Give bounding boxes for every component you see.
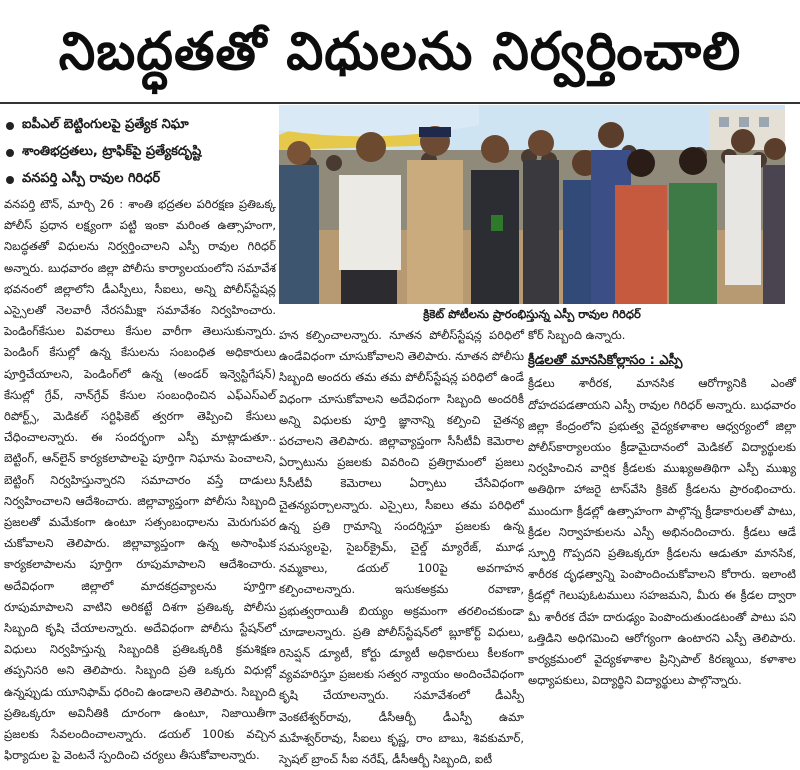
cricket-inauguration-photo: [279, 105, 785, 304]
article-body: వనపర్తి టౌన్, మార్చి 26 : శాంతి భద్రతల పరిరక్షణ ప్రతిఒక్క పోలీస్ ప్రధాన లక్ష్యంగా పట్టి ఇంకా మరింత ఉత్సాహంగా, నిబద్ధతతో విధులను నిర్వర్తించాలని ఎస్పీ రావుల గిరిధర్ అన్నారు. బుధవారం జిల్లా పోలీసు కార్యాలయంలోని సమావేశ భవనంలో జిల్లాలోని డీఎస్పీలు, సీఐలు, అన్ని పోలీస్‌స్టేషన్ల ఎస్సైలతో నెలవారీ నేరసమీక్షా సమావేశం నిర్వహించారు. పెండింగ్‌కేసుల వివరాలు కేసుల వారీగా తెలుసుకున్నారు. పెండింగ్ కేసుల్లో ఉన్న కేసులను సంబంధిత అధికారులు పూర్తిచేయాలని, పెండింగ్‌లో ఉన్న (అండర్ ఇన్వెస్టిగేషన్) కేసుల్లో గ్రేవ్, నాన్‌గ్రేవ్ కేసుల సంబంధించిన ఎఫ్ఎస్ఎల్ రిపోర్ట్స్, మెడికల్ సర్టిఫికెట్ త్వరగా తెప్పించి కేసులు చేధించాలన్నారు. ఈ సందర్భంగా ఎస్పీ మాట్లాడుతూ.. బెట్టింగ్, ఆన్‌లైన్ కార్యకలాపాలపై పూర్తిగా నిఘాను పెంచాలని, బెట్టింగ్ నిర్వహిస్తున్నారని సమాచారం వస్తే దాడులు నిర్వహించాలని ఆదేశించారు. జిల్లావ్యాప్తంగా పోలీసు సిబ్బంది ప్రజలతో మమేకంగా ఉంటూ సత్సంబంధాలను మెరుగుపర చుకోవాలని తెలిపారు. జిల్లావ్యాప్తంగా ఉన్న అసాంఘిక కార్యకలాపాలను పూర్తిగా రూపుమాపాలని ఆదేశించారు. అదేవిధంగా జిల్లాలో మాదకద్రవ్యాలను పూర్తిగా రూపుమాపాలని వాటిని అరికట్టే దిశగా ప్రతిఒక్క పోలీసు సిబ్బంది కృషి చేయాలన్నారు. అదేవిధంగా పోలీసు స్టేషన్‌లో విధులు నిర్వహిస్తున్న సిబ్బందికి ప్రతిఒక్కరికి క్రమశిక్షణ తప్పనిసరి అని తెలిపారు. సిబ్బంది ప్రతి ఒక్కరు విధుల్లో ఉన్నప్పుడు యూనిఫామ్ ధరించి ఉండాలని తెలిపారు. సిబ్బంది ప్రతిఒక్కరూ అవినీతికి దూరంగా ఉంటూ, నిజాయితీగా ప్రజలకు సేవలందించాలన్నారు. డయల్ 100కు వచ్చిన ఫిర్యాదుల పై వెంటనే స్పందించి చర్యలు తీసుకోవాలన్నారు.: [4, 197, 276, 763]
article-middle-column: [279, 325, 524, 767]
article-left-column: [4, 194, 276, 763]
sports-article-body: క్రీడలు శారీరక, మానసిక ఆరోగ్యానికి ఎంతో దోహదపడతాయని ఎస్పీ రావుల గిరిధర్ అన్నారు. బుధవారం జిల్లా కేంద్రంలోని ప్రభుత్వ వైద్యకళాశాల ఆధ్వర్యంలో జిల్లా పోలీస్‌కార్యాలయం క్రీడామైదానంలో మెడికల్ విద్యార్థులకు నిర్వహించిన వార్షిక క్రీడలకు ముఖ్యఅతిథిగా ఎస్పీ ముఖ్య అతిథిగా హాజరై టాస్‌వేసి క్రికెట్ క్రీడలను ప్రారంభించారు. ముందుగా క్రీడల్లో ఉత్సాహంగా పాల్గొన్న క్రీడాకారులతో పాటు, క్రీడల నిర్వాహకులను ఎస్పీ అభినందించారు. క్రీడలు ఆడే స్ఫూర్తి గొప్పదని ప్రతిఒక్కరూ క్రీడలను ఆడుతూ మానసిక, శారీరక దృఢత్వాన్ని పెంపొందించుకోవాలని కోరారు. ఇలాంటి క్రీడల్లో గెలుపుఓటములు సహజమని, మీరు ఈ క్రీడల ద్వారా మీ శారీరక దేహ దారుఢ్యం పెంపొందుతుండటంతో పాటు పని ఒత్తిడిని అధిగమించి ఆరోగ్యంగా ఉంటారని ఎస్పీ తెలిపారు. కార్యక్రమంలో వైద్యకళాశాల ప్రిన్సిపాల్ కిరణ్మయి, కళాశాల అధ్యాపకులు, విద్యార్థిని విద్యార్థులు పాల్గొన్నారు.: [528, 376, 796, 688]
article-body-intro: కోర్ సిబ్బంది ఉన్నారు.: [528, 328, 626, 342]
bullet-icon: [6, 149, 14, 157]
highlights-list: [6, 112, 276, 193]
article-right-column: [528, 325, 796, 688]
highlight-item: శాంతిభద్రతలు, ట్రాఫిక్‌పై ప్రత్యేకదృష్టి: [6, 139, 276, 166]
headline: నిబద్ధతతో విధులను నిర్వర్తించాలి: [58, 22, 742, 82]
article-body: హన కల్పించాలన్నారు. నూతన పోలీస్‌స్టేషన్ల పరిధిలో ఉండేవిధంగా చూసుకోవాలని తెలిపారు. నూతన పోలీసు సిబ్బంది అందరు తమ తమ పోలీస్‌స్టేషన్ల పరిధిలో ఉండే విధంగా చూసుకోవాలని అదేవిధంగా సిబ్బంది అందరికీ అన్ని విధులకు పూర్తి జ్ఞానాన్ని కల్పించి చైతన్య పరచాలని తెలిపారు. జిల్లావ్యాప్తంగా సీసీటీవీ కెమెరాల ఏర్పాటును ప్రజలకు వివరించి ప్రతిగ్రామంలో ప్రజలు సీసీటీవీ కెమెరాలు ఏర్పాటు చేసేవిధంగా చైతన్యపర్చాలన్నారు. ఎస్సైలు, సీఐలు తమ పరిధిలో ఉన్న ప్రతి గ్రామాన్ని సందర్శిస్తూ ప్రజలకు ఉన్న సమస్యలపై, సైబర్‌క్రైమ్, చైల్డ్ మ్యారేజ్, మూఢ నమ్మకాలు, డయల్ 100పై అవగాహన కల్పించాలన్నారు. ఇసుకఅక్రమ రవాణా, ప్రభుత్వరాయితీ బియ్యం అక్రమంగా తరలించకుండా చూడాలన్నారు. ప్రతి పోలీస్‌స్టేషన్‌లో బ్లూకోర్ట్ విధులు, రిసెప్షన్ డ్యూటీ, కోర్టు డ్యూటీ అధికారులు కీలకంగా వ్యవహరిస్తూ ప్రజలకు సత్వర న్యాయం అందించేవిధంగా కృషి చేయాలన్నారు. సమావేశంలో డీఎస్పీ వెంకటేశ్వర్‌రావు, డీసీఆర్బీ డీఎస్పీ ఉమా మహేశ్వర్‌రావు, సీఐలు కృష్ణ, రాం బాబు, శివకుమార్, స్పెషల్ బ్రాంచ్ సీఐ నరేష్, డీసీఆర్బీ సిబ్బంది, ఐటీ: [279, 328, 524, 767]
bullet-icon: [6, 122, 14, 130]
headline-divider: [0, 102, 800, 104]
bullet-icon: [6, 176, 14, 184]
sports-subheading: క్రీడలతో మానసికోల్లాసం : ఎస్పీ: [528, 353, 683, 369]
highlight-item: వనపర్తి ఎస్పీ రావుల గిరిధర్: [6, 166, 276, 193]
highlight-item: ఐపీఎల్ బెట్టింగులపై ప్రత్యేక నిఘా: [6, 112, 276, 139]
news-photo: [279, 105, 785, 304]
photo-caption: క్రికెట్ పోటీలను ప్రారంభిస్తున్న ఎస్పీ రావుల గిరిధర్: [423, 307, 641, 321]
